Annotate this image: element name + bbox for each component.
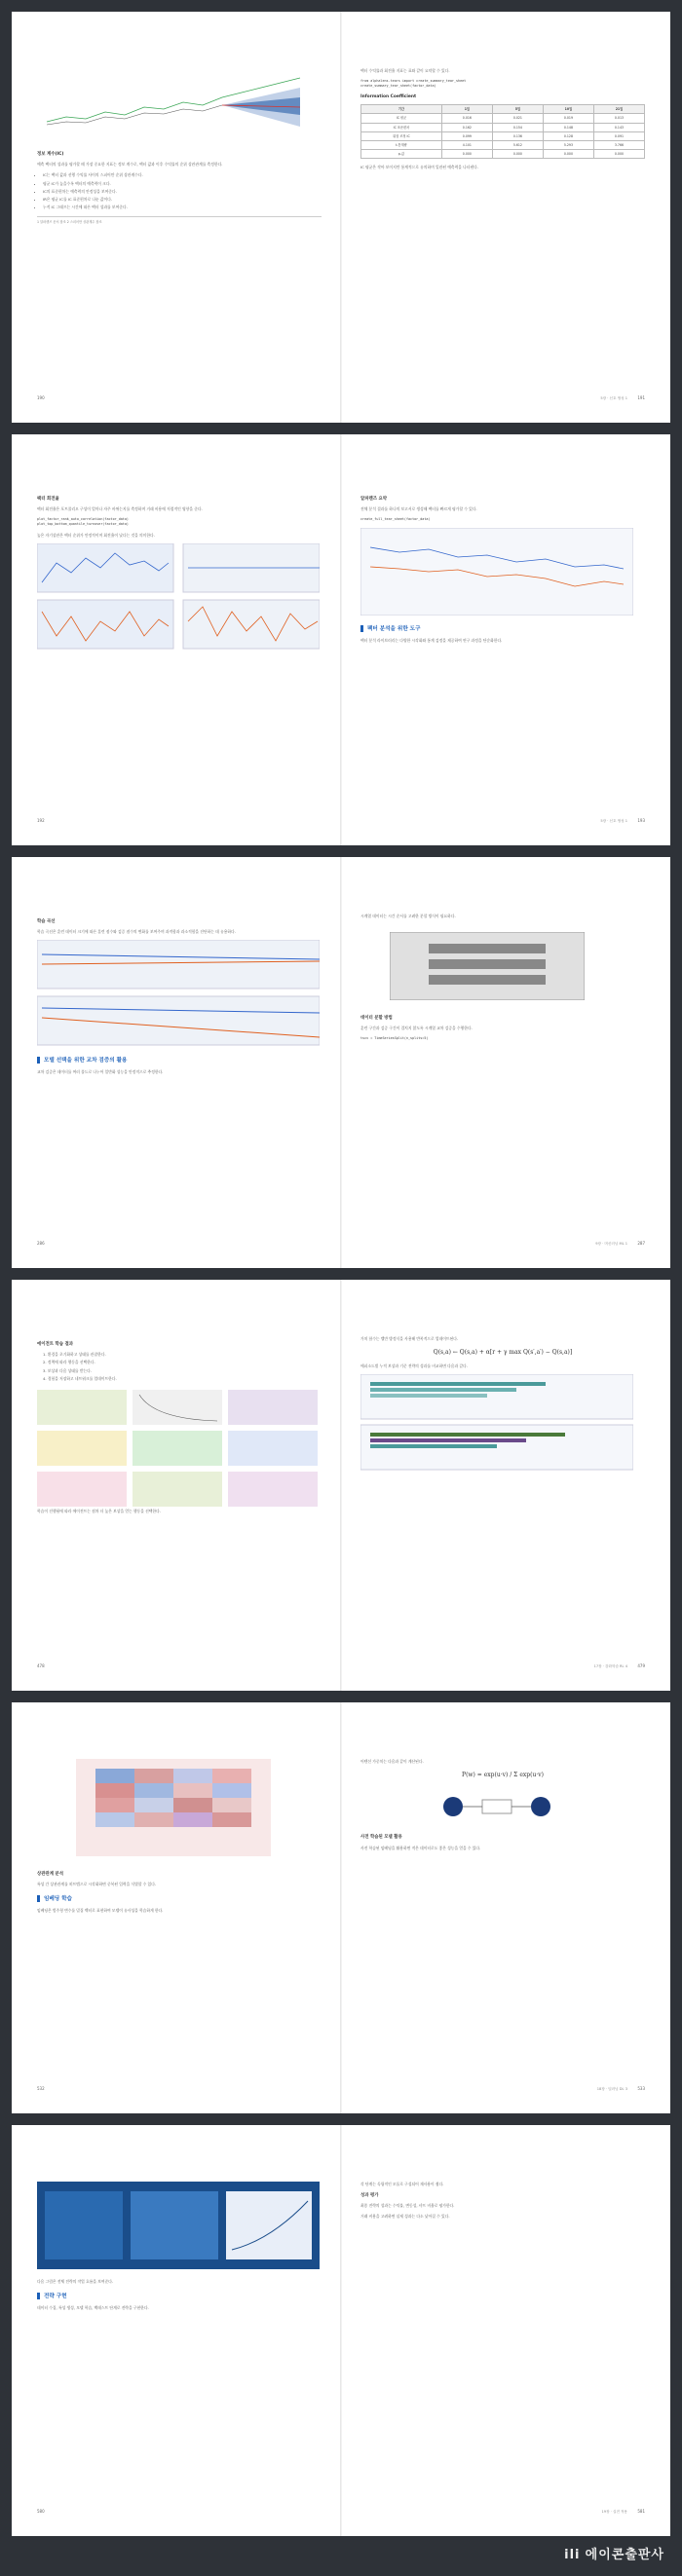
table-cell: 위험 조정 IC <box>361 131 442 140</box>
page-287 <box>341 857 670 1268</box>
list-item: • 평균 IC가 높을수록 팩터의 예측력이 크다. <box>43 181 322 187</box>
turnover-figure <box>37 543 320 651</box>
page-190 <box>12 12 341 423</box>
section-title <box>37 1057 322 1064</box>
reward-figure <box>360 1374 633 1472</box>
list-item: • IC의 표준편차는 예측력의 안정성을 보여준다. <box>43 189 322 195</box>
section-title-text: 모델 선택을 위한 교차 검증의 활용 <box>44 1057 128 1064</box>
page-478 <box>12 1280 341 1691</box>
page-192 <box>12 434 341 845</box>
body-text: 시계열 데이터는 시간 순서를 고려한 분할 방식이 필요하다. <box>360 914 456 918</box>
logo-mark: ili <box>564 2548 581 2562</box>
returns-figure <box>360 528 633 616</box>
table-caption: Information Coefficient <box>360 94 417 99</box>
body-text: 팩터 회전율은 포트폴리오 구성이 얼마나 자주 바뀌는지를 측정하며 거래 비용에 직접적인 영향을 준다. <box>37 506 203 512</box>
page-479 <box>341 1280 670 1691</box>
page-number: 580 <box>37 2508 45 2514</box>
page-number: 191 <box>637 394 645 400</box>
embedding-diagram <box>438 1792 555 1821</box>
running-head: 18장 · 딥러닝 DL 3 <box>596 2086 627 2091</box>
page-number: 581 <box>637 2508 645 2514</box>
table-row <box>361 150 645 159</box>
table-cell: p-값 <box>361 150 442 159</box>
forecast-chart <box>37 68 320 136</box>
spread-3 <box>12 857 670 1268</box>
table-cell: 0.148 <box>543 123 593 131</box>
page-number: 479 <box>637 1662 645 1668</box>
ic-table <box>360 104 645 159</box>
section-heading: 알파렌즈 요약 <box>360 497 387 502</box>
page-number: 286 <box>37 1240 45 1246</box>
body-text: 특성 간 상관관계를 히트맵으로 시각화하면 중복된 입력을 식별할 수 있다. <box>37 1882 157 1887</box>
code-block: tscv = TimeSeriesSplit(n_splits=5) <box>360 1036 429 1041</box>
table-cell: 0.099 <box>441 131 492 140</box>
table-cell: 3.766 <box>593 141 644 150</box>
body-text: 임베딩은 범주형 변수를 밀집 벡터로 표현하여 모델이 유사성을 학습하게 한다. <box>37 1908 164 1914</box>
table-cell: t-통계량 <box>361 141 442 150</box>
page-number: 532 <box>37 2085 45 2091</box>
section-heading: 성과 평가 <box>360 2193 379 2198</box>
spread-5 <box>12 1702 670 2113</box>
table-cell: 0.091 <box>593 131 644 140</box>
section-heading: 학습 곡선 <box>37 919 56 924</box>
page-number: 190 <box>37 394 45 400</box>
list-item: 2. 정책에 따라 행동을 선택한다. <box>43 1360 95 1365</box>
table-cell: IC 표준편차 <box>361 123 442 131</box>
publisher-logo <box>564 2544 664 2562</box>
body-text: 다음 그림은 전체 전략의 작업 흐름을 보여준다. <box>37 2279 114 2285</box>
body-text: 최종 전략의 성과는 수익률, 변동성, 샤프 비율로 평가한다. <box>360 2203 455 2209</box>
section-heading: 사전 학습된 모델 활용 <box>360 1835 402 1841</box>
body-text: 어텐션 가중치는 다음과 같이 계산된다. <box>360 1759 424 1764</box>
running-head: 5장 · 신호 생성 1 <box>600 818 627 823</box>
body-text: 각 단계는 독립적인 모듈로 구성되어 재사용이 쉽다. <box>360 2182 444 2186</box>
section-heading: 에이전트 학습 결과 <box>37 1342 73 1347</box>
spread-6 <box>12 2125 670 2536</box>
table-header: 10일 <box>543 105 593 114</box>
code-block: create_full_tear_sheet(factor_data) <box>360 517 431 522</box>
section-title <box>37 1895 322 1902</box>
body-text: 교차 검증은 데이터를 여러 폴드로 나누어 일반화 성능을 안정적으로 추정한다. <box>37 1069 164 1075</box>
running-head: 5장 · 신호 생성 1 <box>600 395 627 400</box>
table-cell: IC 평균 <box>361 114 442 123</box>
list-item: • IR은 평균 IC를 IC 표준편차로 나눈 값이다. <box>43 197 322 203</box>
body-text: 전체 분석 결과를 하나의 보고서로 생성해 팩터를 빠르게 평가할 수 있다. <box>360 506 477 512</box>
page-532 <box>12 1702 341 2113</box>
body-text: 높은 자기상관은 팩터 순위가 안정적이며 회전율이 낮다는 것을 의미한다. <box>37 533 155 539</box>
page-number: 193 <box>637 817 645 823</box>
learning-curve-figure <box>37 940 320 1047</box>
section-title <box>360 625 645 632</box>
page-533 <box>341 1702 670 2113</box>
table-header: 1일 <box>441 105 492 114</box>
running-head: 17장 · 강화학습 RL 4 <box>593 1663 627 1668</box>
code-block: plot_factor_rank_auto_correlation(factor_data) plot_top_bottom_quantile_turnover(factor_data) <box>37 517 129 527</box>
table-cell: 0.128 <box>543 131 593 140</box>
table-row <box>361 131 645 140</box>
table-cell: 0.000 <box>441 150 492 159</box>
section-title-text: 전략 구현 <box>44 2293 67 2299</box>
table-header: 기간 <box>361 105 442 114</box>
body-text: 사전 학습된 임베딩을 활용하면 적은 데이터로도 좋은 성능을 얻을 수 있다. <box>360 1845 481 1850</box>
body-text: 팩터 수익률과 회전율 지표는 표와 같이 요약할 수 있다. <box>360 68 450 73</box>
body-text: 학습이 진행됨에 따라 에이전트는 점차 더 높은 보상을 얻는 행동을 선택한다. <box>37 1509 161 1514</box>
body-text: 가치 함수는 벨만 방정식을 사용해 반복적으로 업데이트된다. <box>360 1336 459 1341</box>
list-item: 4. 경험을 저장하고 네트워크를 업데이트한다. <box>43 1375 117 1381</box>
page-number: 533 <box>637 2085 645 2091</box>
body-text: 팩터 분석 라이브러리는 다양한 시각화와 통계 검정을 제공하여 연구 과정을 단순화한다. <box>360 638 503 644</box>
logo-name: 에이콘출판사 <box>585 2548 664 2562</box>
table-row <box>361 141 645 150</box>
list-item: • 누적 IC 그래프는 시간에 따른 팩터 성과를 보여준다. <box>43 205 322 210</box>
split-diagram <box>390 932 585 1000</box>
body-text: IC 평균은 작아 보이지만 통계적으로 유의하며 일관된 예측력을 나타낸다. <box>360 165 478 170</box>
section-heading: 팩터 회전율 <box>37 497 59 502</box>
page-581 <box>341 2125 670 2536</box>
list-item: • IC는 팩터 값과 선행 수익률 사이의 스피어만 순위 상관계수다. <box>43 172 322 178</box>
section-marker <box>37 2293 40 2299</box>
table-cell: 5.293 <box>543 141 593 150</box>
running-head: 19장 · 실전 적용 <box>601 2509 627 2514</box>
list-item: 1. 환경을 초기화하고 상태를 관찰한다. <box>43 1352 106 1358</box>
section-marker <box>37 1895 40 1902</box>
attention-equation: P(w) = exp(u·v) / Σ exp(u·v) <box>462 1772 544 1778</box>
section-marker <box>37 1057 40 1064</box>
correlation-heatmap <box>76 1759 271 1856</box>
table-cell: 0.000 <box>593 150 644 159</box>
body-text: 거래 비용을 고려하면 실제 성과는 다소 낮아질 수 있다. <box>360 2214 450 2220</box>
table-header: 5일 <box>492 105 543 114</box>
page-number: 192 <box>37 817 45 823</box>
section-heading: 데이터 분할 방법 <box>360 1016 393 1022</box>
body-text: 학습 곡선은 훈련 데이터 크기에 따른 훈련 점수와 검증 점수의 변화를 보여주며 과적합과 과소적합을 진단하는 데 유용하다. <box>37 929 236 935</box>
section-title-text: 팩터 분석을 위한 도구 <box>367 625 421 632</box>
body-text: 훈련 구간과 검증 구간이 겹치지 않도록 시계열 교차 검증을 수행한다. <box>360 1026 473 1031</box>
workflow-figure <box>37 2182 320 2269</box>
table-cell: 0.013 <box>593 114 644 123</box>
section-title <box>37 2293 322 2299</box>
list-item: 3. 보상과 다음 상태를 받는다. <box>43 1367 93 1373</box>
table-cell: 0.016 <box>441 114 492 123</box>
table-cell: 0.162 <box>441 123 492 131</box>
spread-2 <box>12 434 670 845</box>
agent-grid-figure <box>37 1390 320 1507</box>
code-block: from alphalens.tears import create_summary_tear_sheet create_summary_tear_sheet(factor_data) <box>360 79 467 88</box>
table-row <box>361 114 645 123</box>
page-193 <box>341 434 670 845</box>
table-cell: 4.101 <box>441 141 492 150</box>
table-cell: 0.021 <box>492 114 543 123</box>
body-text: 에피소드별 누적 보상과 기준 전략의 성과를 비교하면 다음과 같다. <box>360 1363 468 1369</box>
body-text: 예측 팩터의 성과를 평가할 때 가장 중요한 지표는 정보 계수로, 팩터 값과 이후 수익률의 순위 상관관계를 측정한다. <box>37 162 223 168</box>
section-heading: 상관관계 분석 <box>37 1872 63 1878</box>
page-number: 287 <box>637 1240 645 1246</box>
spread-1 <box>12 12 670 423</box>
page-286 <box>12 857 341 1268</box>
table-cell: 0.000 <box>543 150 593 159</box>
table-cell: 5.612 <box>492 141 543 150</box>
running-head: 9장 · 머신러닝 ML 1 <box>595 1241 627 1246</box>
section-heading: 정보 계수(IC) <box>37 152 64 158</box>
bellman-equation: Q(s,a) ← Q(s,a) + α[r + γ max Q(s′,a′) − Q(s,a)] <box>433 1349 573 1356</box>
body-text: 데이터 수집, 특성 생성, 모델 학습, 백테스트 단계로 전략을 구현한다. <box>37 2305 149 2311</box>
footnote: 1 알파렌즈 문서 참조 2 스피어만 상관계수 참조 <box>37 216 322 225</box>
table-cell: 0.154 <box>492 123 543 131</box>
table-cell: 0.000 <box>492 150 543 159</box>
page-number: 478 <box>37 1662 45 1668</box>
table-header: 21일 <box>593 105 644 114</box>
step-list <box>43 1352 322 1382</box>
table-cell: 0.143 <box>593 123 644 131</box>
page-191 <box>341 12 670 423</box>
section-title-text: 임베딩 학습 <box>44 1895 72 1902</box>
bullet-list <box>43 172 322 210</box>
section-marker <box>360 625 363 632</box>
table-cell: 0.019 <box>543 114 593 123</box>
table-cell: 0.136 <box>492 131 543 140</box>
table-row <box>361 123 645 131</box>
page-580 <box>12 2125 341 2536</box>
spread-4 <box>12 1280 670 1691</box>
